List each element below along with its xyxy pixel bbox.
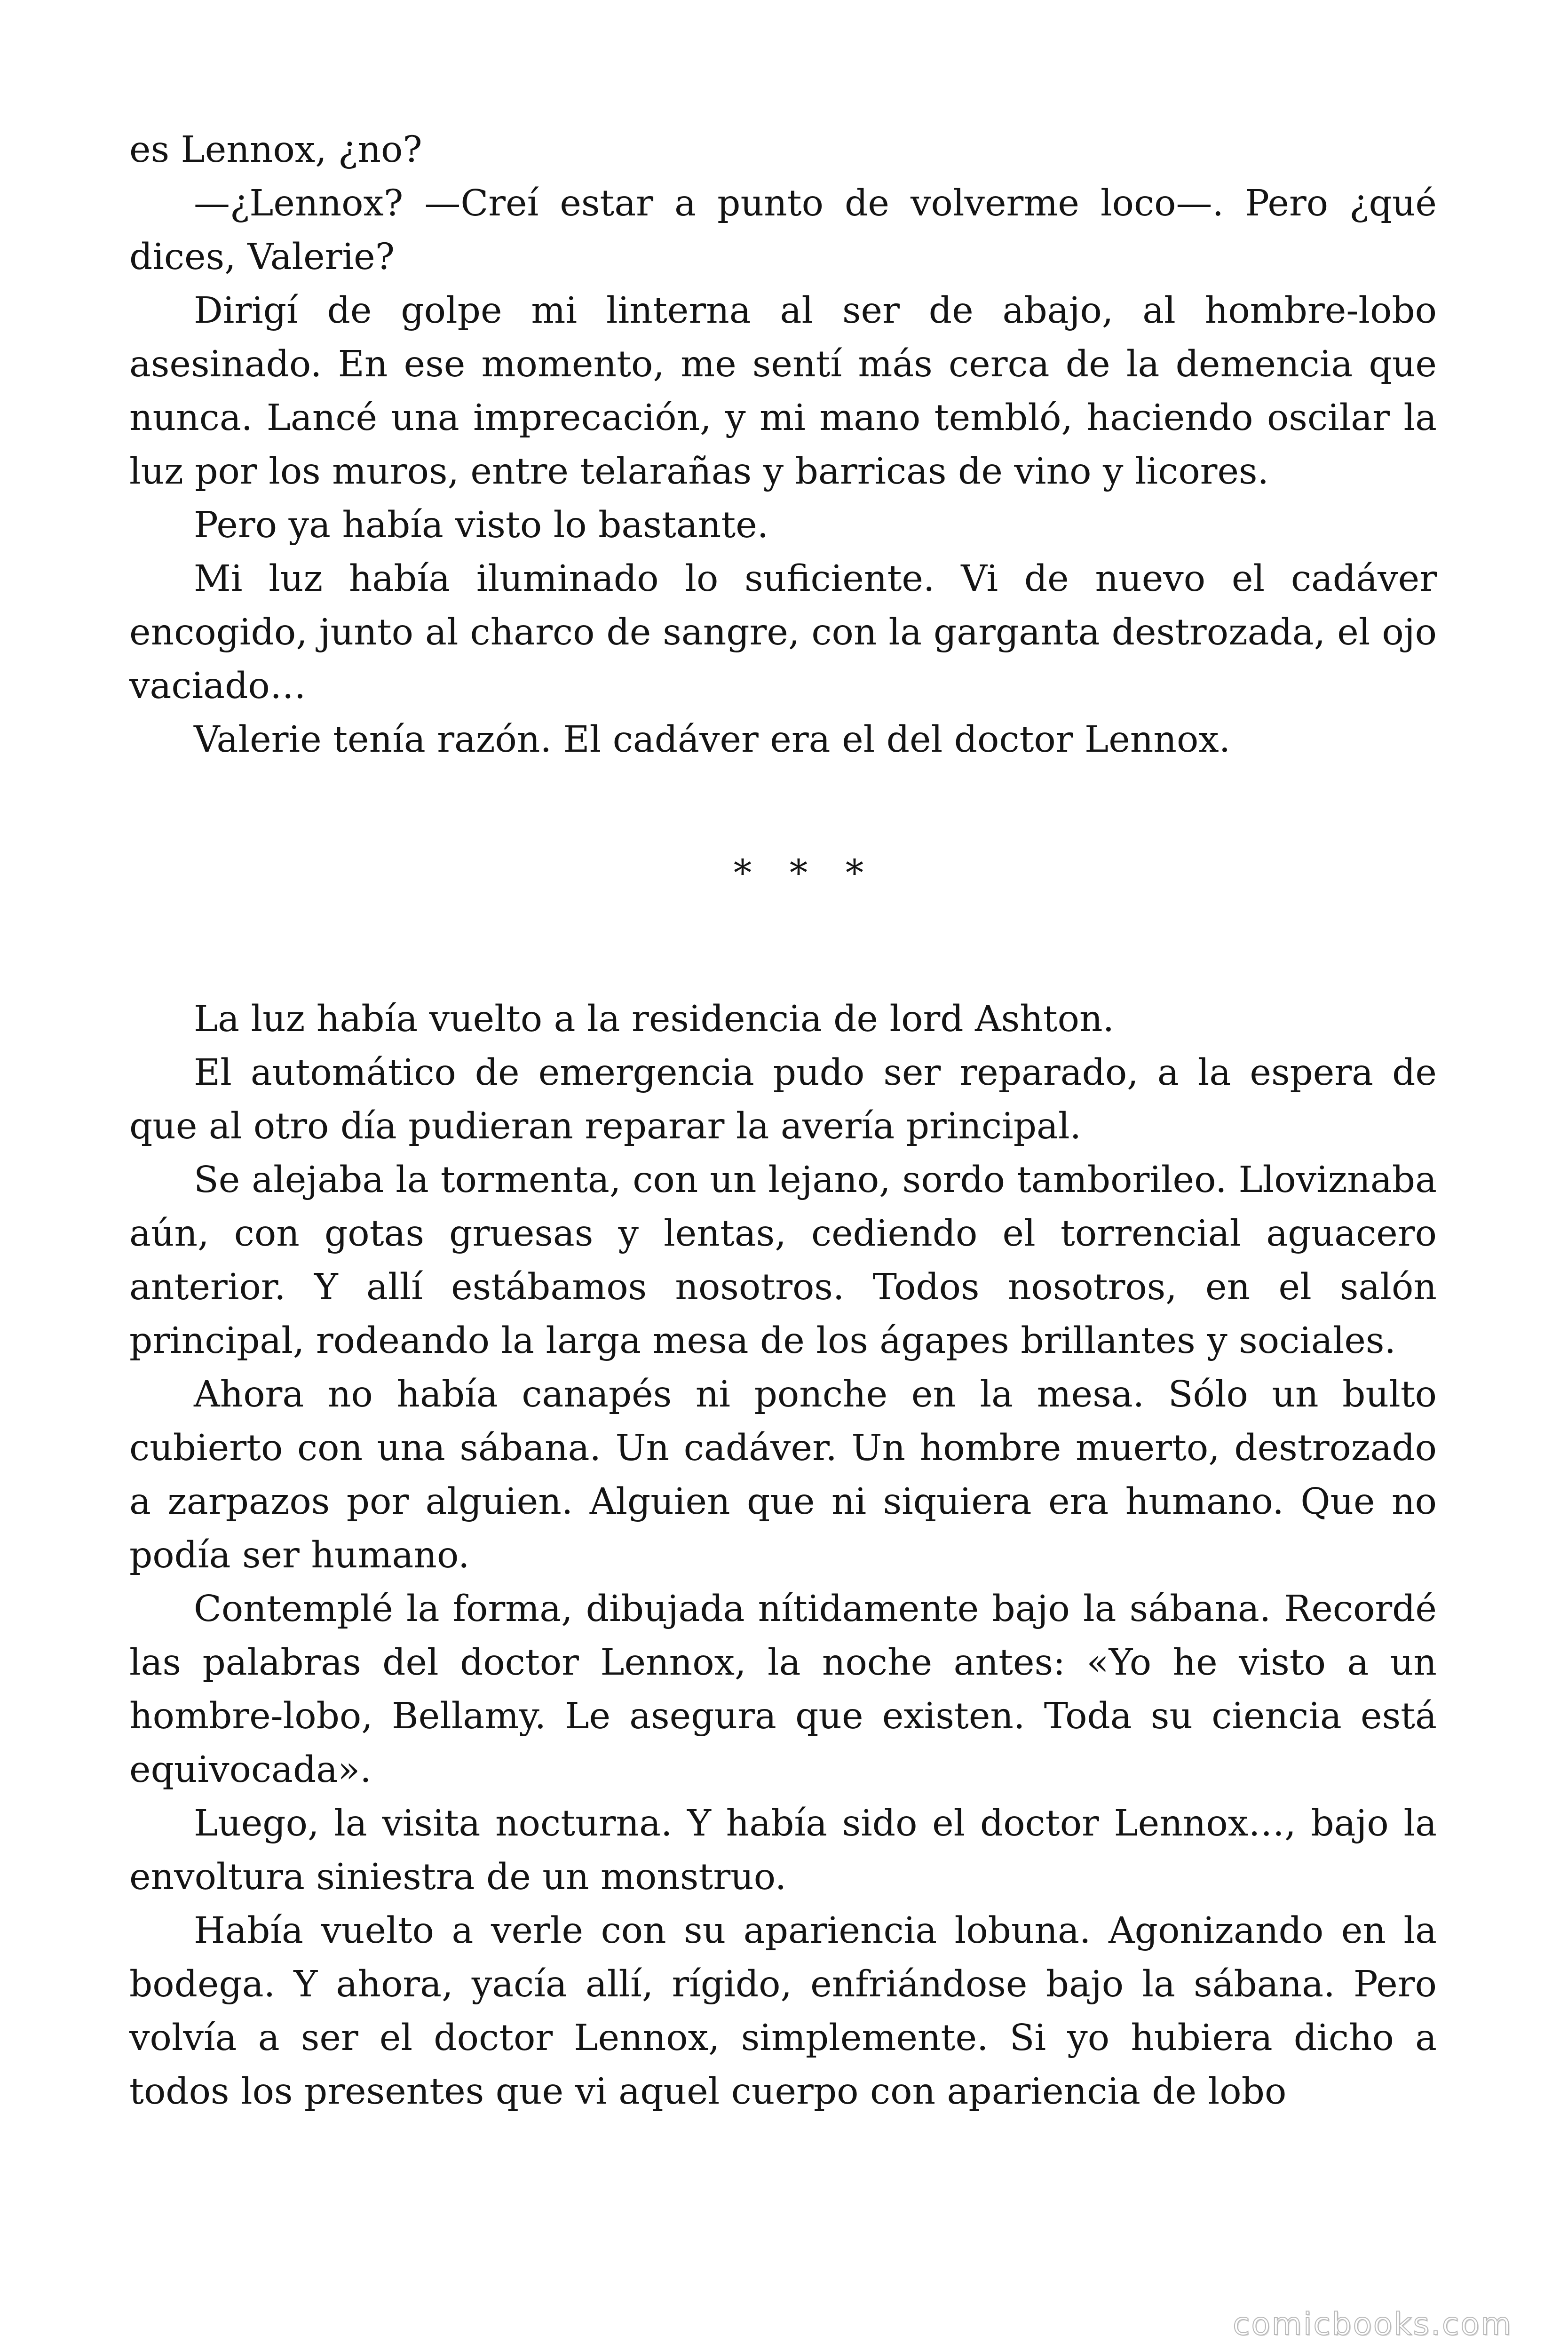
- paragraph: Había vuelto a verle con su apariencia lobuna. Agonizando en la bodega. Y ahora, yacía allí, rígido, enfriándose bajo la sábana. Pero volvía a ser el doctor Lennox, simplemente. Si yo hubiera dicho a todos los presentes que vi aquel cuerpo con apariencia de lobo: [129, 1910, 1437, 2113]
- paragraph: El automático de emergencia pudo ser reparado, a la espera de que al otro día pudieran reparar la avería principal.: [129, 1052, 1437, 1147]
- paragraph: Contemplé la forma, dibujada nítidamente bajo la sábana. Recordé las palabras del doctor Lennox, la noche antes: «Yo he visto a un hombre-lobo, Bellamy. Le asegura que existen. Toda su ciencia está equivocada».: [129, 1588, 1437, 1791]
- paragraph: Valerie tenía razón. El cadáver era el del doctor Lennox.: [194, 719, 1231, 761]
- section-separator: * * *: [733, 852, 877, 894]
- paragraph: Se alejaba la tormenta, con un lejano, sordo tamborileo. Lloviznaba aún, con gotas gruesas y lentas, cediendo el torrencial aguacero anterior. Y allí estábamos nosotros. Todos nosotros, en el salón principal, rodeando la larga mesa de los ágapes brillantes y sociales.: [129, 1159, 1437, 1362]
- paragraph: Ahora no había canapés ni ponche en la mesa. Sólo un bulto cubierto con una sábana. Un cadáver. Un hombre muerto, destrozado a zarpazos por alguien. Alguien que ni siquiera era humano. Que no podía ser humano.: [129, 1374, 1437, 1576]
- paragraph-continuation: es Lennox, ¿no?: [129, 129, 422, 171]
- text-section-bottom: [129, 993, 1437, 2119]
- paragraph: Luego, la visita nocturna. Y había sido el doctor Lennox…, bajo la envoltura siniestra de un monstruo.: [129, 1803, 1437, 1898]
- paragraph: —¿Lennox? —Creí estar a punto de volverme loco—. Pero ¿qué dices, Valerie?: [129, 183, 1437, 278]
- paragraph: La luz había vuelto a la residencia de lord Ashton.: [194, 998, 1115, 1040]
- paragraph: Pero ya había visto lo bastante.: [194, 504, 769, 546]
- paragraph: Dirigí de golpe mi linterna al ser de abajo, al hombre-lobo asesinado. En ese momento, me sentí más cerca de la demencia que nunca. Lancé una imprecación, y mi mano tembló, haciendo oscilar la luz por los muros, entre telarañas y barricas de vino y licores.: [129, 290, 1437, 493]
- text-section-top: [129, 123, 1437, 767]
- watermark: comicbooks.com: [1233, 2306, 1513, 2342]
- paragraph: Mi luz había iluminado lo suficiente. Vi de nuevo el cadáver encogido, junto al charco de sangre, con la garganta destrozada, el ojo vaciado…: [129, 558, 1437, 707]
